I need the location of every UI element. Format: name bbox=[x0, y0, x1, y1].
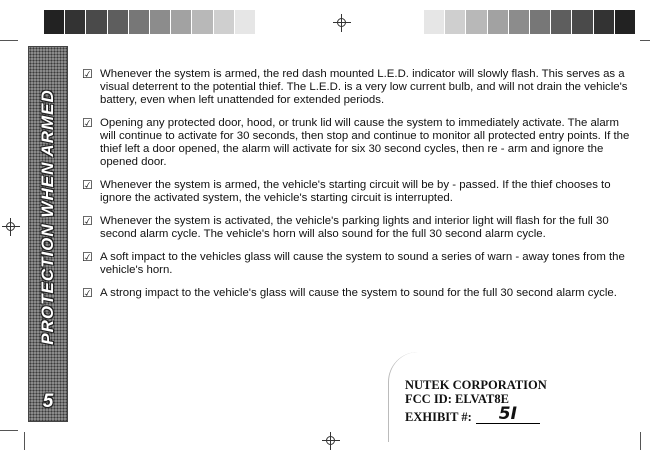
grayscale-cell bbox=[509, 10, 530, 34]
crop-mark bbox=[24, 432, 25, 450]
list-item-text: Whenever the system is armed, the red dash mounted L.E.D. indicator will slowly flash. This serves as a visual deterrent to the potential thief. The L.E.D. is a very low current bulb, and will not drain the vehicle's battery, even when left unattended for extended periods. bbox=[100, 68, 628, 106]
list-item bbox=[82, 179, 632, 205]
grayscale-cell bbox=[150, 10, 171, 34]
list-item-text: Whenever the system is armed, the vehicle's starting circuit will be by - passed. If the thief chooses to ignore the activated system, the vehicle's starting circuit is interrupted. bbox=[100, 179, 611, 204]
grayscale-cell bbox=[530, 10, 551, 34]
grayscale-cell bbox=[65, 10, 86, 34]
grayscale-cell bbox=[488, 10, 509, 34]
list-item-text: A strong impact to the vehicle's glass will cause the system to sound for the full 30 second alarm cycle. bbox=[100, 287, 617, 299]
grayscale-cell bbox=[594, 10, 615, 34]
stamp-exhibit-value: 5I bbox=[476, 406, 540, 424]
grayscale-cell bbox=[86, 10, 107, 34]
stamp-exhibit-label: EXHIBIT #: bbox=[405, 410, 472, 424]
list-item bbox=[82, 215, 632, 241]
grayscale-strip-right bbox=[424, 10, 636, 34]
list-item-text: A soft impact to the vehicles glass will cause the system to sound a series of warn - away tones from the vehicle's horn. bbox=[100, 251, 625, 276]
checkbox-icon: ☑ bbox=[82, 214, 93, 228]
section-title: PROTECTION WHEN ARMED bbox=[38, 89, 57, 345]
registration-mark-left-icon bbox=[2, 218, 20, 236]
grayscale-cell bbox=[466, 10, 487, 34]
crop-mark bbox=[0, 430, 18, 431]
list-item-text: Opening any protected door, hood, or trunk lid will cause the system to immediately activate. The alarm will continue to activate for 30 seconds, then stop and continue to monitor all protected entry points. If the thief left a door opened, the alarm will activate for six 30 second cycles, then re - arm and ignore the opened door. bbox=[100, 117, 630, 168]
grayscale-cell bbox=[445, 10, 466, 34]
crop-mark bbox=[0, 40, 18, 41]
exhibit-stamp bbox=[405, 378, 570, 424]
feature-list bbox=[82, 68, 632, 310]
grayscale-cell bbox=[235, 10, 256, 34]
list-item bbox=[82, 251, 632, 277]
grayscale-cell bbox=[108, 10, 129, 34]
checkbox-icon: ☑ bbox=[82, 116, 93, 130]
grayscale-cell bbox=[615, 10, 636, 34]
checkbox-icon: ☑ bbox=[82, 67, 93, 81]
grayscale-cell bbox=[129, 10, 150, 34]
crop-mark bbox=[640, 40, 650, 41]
crop-mark bbox=[640, 432, 641, 450]
checkbox-icon: ☑ bbox=[82, 286, 93, 300]
stamp-company: NUTEK CORPORATION bbox=[405, 378, 547, 392]
stamp-fcc-id: FCC ID: ELVAT8E bbox=[405, 392, 509, 406]
list-item-text: Whenever the system is activated, the vehicle's parking lights and interior light will flash for the full 30 second alarm cycle. The vehicle's horn will also sound for the full 30 second alarm cycle. bbox=[100, 215, 609, 240]
grayscale-cell bbox=[572, 10, 593, 34]
checkbox-icon: ☑ bbox=[82, 178, 93, 192]
grayscale-cell bbox=[551, 10, 572, 34]
stamp-exhibit-row bbox=[405, 406, 570, 424]
list-item bbox=[82, 287, 632, 300]
grayscale-cell bbox=[424, 10, 445, 34]
grayscale-cell bbox=[214, 10, 235, 34]
section-sidebar bbox=[28, 46, 68, 422]
grayscale-cell bbox=[171, 10, 192, 34]
checkbox-icon: ☑ bbox=[82, 250, 93, 264]
grayscale-strip-left bbox=[44, 10, 256, 34]
page-number: 5 bbox=[42, 391, 54, 412]
list-item bbox=[82, 68, 632, 107]
grayscale-cell bbox=[44, 10, 65, 34]
registration-mark-bottom-icon bbox=[322, 432, 340, 450]
grayscale-cell bbox=[192, 10, 213, 34]
registration-mark-top-icon bbox=[333, 14, 351, 32]
list-item bbox=[82, 117, 632, 169]
